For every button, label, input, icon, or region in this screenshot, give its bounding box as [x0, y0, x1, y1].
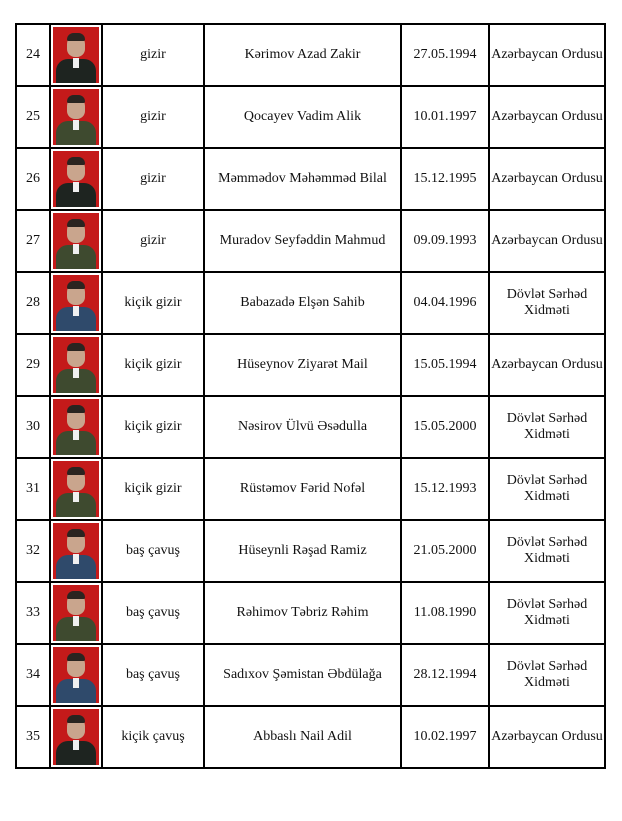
rank-cell: gizir — [102, 24, 204, 86]
name-cell: Rüstəmov Fərid Nofəl — [204, 458, 401, 520]
portrait-photo — [50, 272, 102, 334]
portrait-photo-icon — [53, 213, 99, 269]
unit-cell: Azərbaycan Ordusu — [489, 86, 605, 148]
birth-date-cell: 27.05.1994 — [401, 24, 489, 86]
name-cell: Muradov Seyfəddin Mahmud — [204, 210, 401, 272]
row-number: 34 — [16, 644, 50, 706]
rank-cell: gizir — [102, 210, 204, 272]
portrait-photo — [50, 334, 102, 396]
birth-date-cell: 04.04.1996 — [401, 272, 489, 334]
unit-cell: Azərbaycan Ordusu — [489, 334, 605, 396]
birth-date-cell: 10.01.1997 — [401, 86, 489, 148]
name-cell: Rəhimov Təbriz Rəhim — [204, 582, 401, 644]
birth-date-cell: 10.02.1997 — [401, 706, 489, 768]
unit-cell: Dövlət Sərhəd Xidməti — [489, 644, 605, 706]
table-body — [16, 24, 605, 768]
portrait-photo-icon — [53, 275, 99, 331]
row-number: 33 — [16, 582, 50, 644]
name-cell: Hüseynli Rəşad Ramiz — [204, 520, 401, 582]
rank-cell: kiçik gizir — [102, 334, 204, 396]
table-row — [16, 148, 605, 210]
table-row — [16, 458, 605, 520]
portrait-photo — [50, 582, 102, 644]
table-row — [16, 582, 605, 644]
portrait-photo — [50, 86, 102, 148]
rank-cell: kiçik gizir — [102, 272, 204, 334]
portrait-photo-icon — [53, 585, 99, 641]
rank-cell: kiçik çavuş — [102, 706, 204, 768]
portrait-photo-icon — [53, 647, 99, 703]
unit-cell: Azərbaycan Ordusu — [489, 210, 605, 272]
unit-cell: Dövlət Sərhəd Xidməti — [489, 272, 605, 334]
rank-cell: baş çavuş — [102, 644, 204, 706]
name-cell: Qocayev Vadim Alik — [204, 86, 401, 148]
rank-cell: baş çavuş — [102, 582, 204, 644]
row-number: 31 — [16, 458, 50, 520]
personnel-table — [15, 23, 606, 769]
birth-date-cell: 15.12.1995 — [401, 148, 489, 210]
table-row — [16, 334, 605, 396]
portrait-photo — [50, 148, 102, 210]
portrait-photo-icon — [53, 709, 99, 765]
name-cell: Sadıxov Şəmistan Əbdülağa — [204, 644, 401, 706]
name-cell: Nəsirov Ülvü Əsədulla — [204, 396, 401, 458]
rank-cell: gizir — [102, 148, 204, 210]
name-cell: Məmmədov Məhəmməd Bilal — [204, 148, 401, 210]
table-row — [16, 210, 605, 272]
row-number: 26 — [16, 148, 50, 210]
portrait-photo-icon — [53, 399, 99, 455]
unit-cell: Dövlət Sərhəd Xidməti — [489, 582, 605, 644]
portrait-photo-icon — [53, 523, 99, 579]
rank-cell: baş çavuş — [102, 520, 204, 582]
portrait-photo-icon — [53, 27, 99, 83]
name-cell: Hüseynov Ziyarət Mail — [204, 334, 401, 396]
birth-date-cell: 21.05.2000 — [401, 520, 489, 582]
row-number: 25 — [16, 86, 50, 148]
birth-date-cell: 15.05.1994 — [401, 334, 489, 396]
row-number: 28 — [16, 272, 50, 334]
rank-cell: gizir — [102, 86, 204, 148]
row-number: 27 — [16, 210, 50, 272]
birth-date-cell: 15.05.2000 — [401, 396, 489, 458]
portrait-photo — [50, 210, 102, 272]
row-number: 32 — [16, 520, 50, 582]
table-row — [16, 86, 605, 148]
birth-date-cell: 15.12.1993 — [401, 458, 489, 520]
portrait-photo-icon — [53, 89, 99, 145]
unit-cell: Dövlət Sərhəd Xidməti — [489, 458, 605, 520]
table-row — [16, 644, 605, 706]
table-row — [16, 24, 605, 86]
portrait-photo — [50, 24, 102, 86]
name-cell: Kərimov Azad Zakir — [204, 24, 401, 86]
unit-cell: Azərbaycan Ordusu — [489, 148, 605, 210]
birth-date-cell: 28.12.1994 — [401, 644, 489, 706]
table-row — [16, 706, 605, 768]
portrait-photo-icon — [53, 461, 99, 517]
portrait-photo — [50, 706, 102, 768]
birth-date-cell: 11.08.1990 — [401, 582, 489, 644]
portrait-photo — [50, 644, 102, 706]
table-row — [16, 396, 605, 458]
row-number: 30 — [16, 396, 50, 458]
name-cell: Abbaslı Nail Adil — [204, 706, 401, 768]
rank-cell: kiçik gizir — [102, 396, 204, 458]
portrait-photo — [50, 458, 102, 520]
unit-cell: Azərbaycan Ordusu — [489, 706, 605, 768]
row-number: 24 — [16, 24, 50, 86]
unit-cell: Azərbaycan Ordusu — [489, 24, 605, 86]
rank-cell: kiçik gizir — [102, 458, 204, 520]
name-cell: Babazadə Elşən Sahib — [204, 272, 401, 334]
portrait-photo — [50, 396, 102, 458]
birth-date-cell: 09.09.1993 — [401, 210, 489, 272]
row-number: 29 — [16, 334, 50, 396]
unit-cell: Dövlət Sərhəd Xidməti — [489, 396, 605, 458]
row-number: 35 — [16, 706, 50, 768]
table-row — [16, 272, 605, 334]
portrait-photo — [50, 520, 102, 582]
unit-cell: Dövlət Sərhəd Xidməti — [489, 520, 605, 582]
portrait-photo-icon — [53, 337, 99, 393]
portrait-photo-icon — [53, 151, 99, 207]
table-row — [16, 520, 605, 582]
